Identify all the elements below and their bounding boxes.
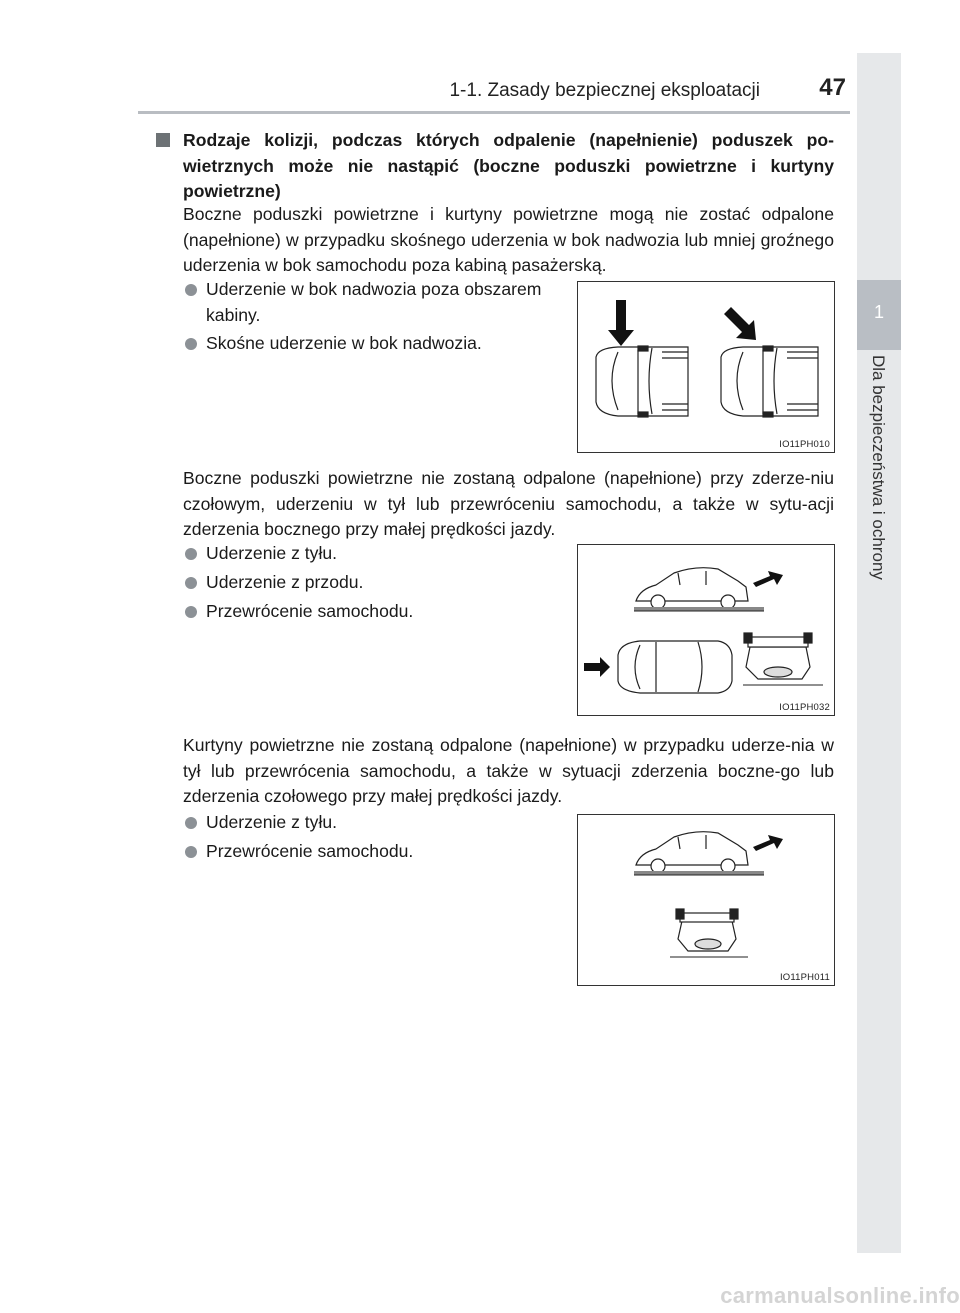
bullet-item: Uderzenie z tyłu. [183,810,573,836]
impact-arrow-front [584,657,610,677]
bullet-item: Przewrócenie samochodu. [183,839,573,865]
figure-code: IO11PH032 [779,702,830,713]
chapter-title-vertical [850,355,908,655]
paragraph-front-side-airbags: Boczne poduszki powietrzne nie zostaną odpalone (napełnione) przy zderze-niu czołowym, uderzeniu w tył lub przewróceniu samochodu, a także w sytu-acji zderzenia bocznego przy małej prędkości jazdy. [183,468,834,539]
header-title: 1-1. Zasady bezpiecznej eksploatacji [449,80,760,101]
impact-arrow-rear [753,571,783,587]
intro-paragraph: Boczne poduszki powietrzne i kurtyny powietrzne mogą nie zostać odpalone (napełnione) w przypadku skośnego uderzenia w bok nadwozia lub mniej groźnego uderzenia w bok samochodu poza kabiną pasażerską. [183,204,834,275]
figure-code: IO11PH010 [779,439,830,450]
section-heading: Rodzaje kolizji, podczas których odpalenie (napełnienie) poduszek po-wietrznych może nie nastąpić (boczne poduszki powietrzne i kurtyny powietrzne) [183,128,834,205]
header-divider [138,111,850,114]
bullet-item: Uderzenie z przodu. [183,570,573,596]
watermark: carmanualsonline.info [720,1283,960,1308]
chapter-number-tab[interactable]: 1 [857,280,901,350]
impact-arrow-rear [753,835,783,851]
figure-code: IO11PH011 [779,972,830,983]
impact-arrow-diagonal [724,307,756,340]
bullet-item: Uderzenie w bok nadwozia poza obszarem kabiny. [183,277,573,328]
chapter-title-text: Dla bezpieczeństwa i ochrony [869,355,888,580]
rear-rollover-illustration [578,815,836,987]
bullet-item: Uderzenie z tyłu. [183,541,573,567]
impact-arrow-down [608,300,634,346]
figure-non-deploy-curtain-airbags [577,814,835,986]
figure-side-impact [577,281,835,453]
bullet-item: Skośne uderzenie w bok nadwozia. [183,331,573,357]
side-impact-illustration [578,282,836,454]
bullet-item: Przewrócenie samochodu. [183,599,573,625]
rear-front-rollover-illustration [578,545,836,717]
page-number: 47 [819,74,846,101]
figure-non-deploy-side-airbags [577,544,835,716]
paragraph-curtain-airbags: Kurtyny powietrzne nie zostaną odpalone (napełnione) w przypadku uderze-nia w tył lub przewrócenia samochodu, a także w sytuacji zderzenia boczne-go lub zderzenia czołowego przy małej prędkości jazdy. [183,735,834,806]
